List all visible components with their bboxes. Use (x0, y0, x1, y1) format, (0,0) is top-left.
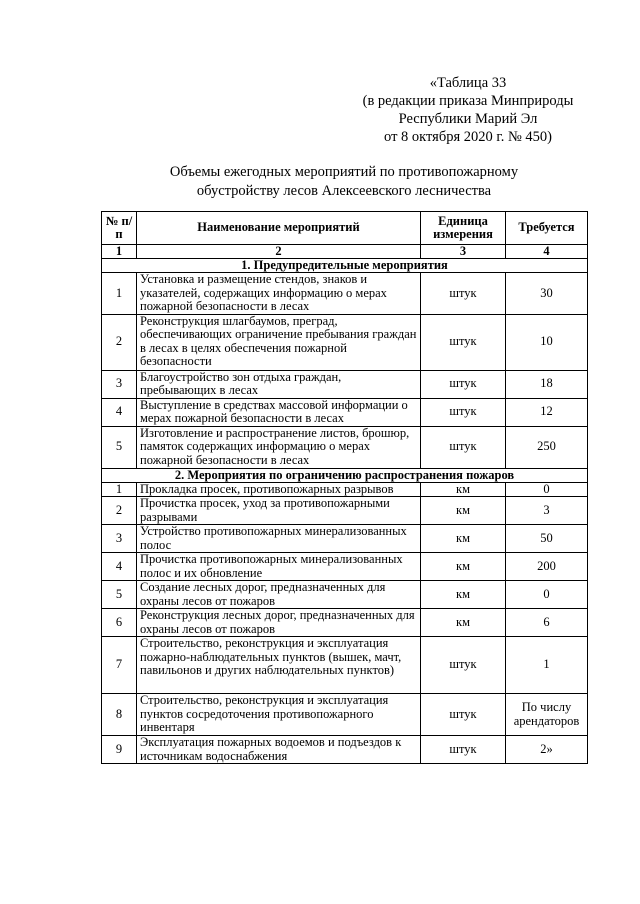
measure-name: Реконструкция шлагбаумов, преград, обеспечивающих ограничение пребывания граждан в лесах в целях обеспечения пожарной безопасности (137, 314, 421, 370)
header-row (102, 212, 588, 245)
required-cell: 50 (506, 525, 588, 553)
row-number: 1 (102, 273, 137, 315)
row-number: 4 (102, 398, 137, 426)
row-number: 4 (102, 553, 137, 581)
required-cell: 1 (506, 637, 588, 694)
row-number: 3 (102, 370, 137, 398)
required-cell: 6 (506, 609, 588, 637)
note-line-4: от 8 октября 2020 г. № 450) (384, 129, 552, 145)
column-index-row (102, 245, 588, 259)
index-cell: 3 (421, 245, 506, 259)
required-cell: 250 (506, 426, 588, 468)
unit-cell: штук (421, 273, 506, 315)
table-row (102, 482, 588, 497)
unit-cell: км (421, 553, 506, 581)
table-row (102, 314, 588, 370)
unit-cell: штук (421, 314, 506, 370)
unit-cell: штук (421, 637, 506, 694)
required-cell: 12 (506, 398, 588, 426)
measure-name: Изготовление и распространение листов, брошюр, памяток содержащих информацию о мерах пожарной безопасности в лесах (137, 426, 421, 468)
row-number: 1 (102, 482, 137, 497)
measure-name: Эксплуатация пожарных водоемов и подъездов к источникам водоснабжения (137, 736, 421, 764)
section-title: 2. Мероприятия по ограничению распространения пожаров (102, 468, 588, 482)
row-number: 7 (102, 637, 137, 694)
required-cell: 30 (506, 273, 588, 315)
section-heading (102, 468, 588, 482)
required-cell: 2» (506, 736, 588, 764)
unit-cell: штук (421, 694, 506, 736)
table-row (102, 581, 588, 609)
title-line-2: обустройству лесов Алексеевского лесничества (196, 183, 492, 199)
measure-name: Прокладка просек, противопожарных разрывов (137, 482, 421, 497)
row-number: 5 (102, 426, 137, 468)
row-number: 6 (102, 609, 137, 637)
measure-name: Строительство, реконструкция и эксплуатация пунктов сосредоточения противопожарного инвентаря (137, 694, 421, 736)
section-heading (102, 259, 588, 273)
required-cell: 0 (506, 581, 588, 609)
measure-name: Прочистка противопожарных минерализованных полос и их обновление (137, 553, 421, 581)
index-cell: 1 (102, 245, 137, 259)
required-cell: 18 (506, 370, 588, 398)
unit-cell: штук (421, 398, 506, 426)
unit-cell: км (421, 581, 506, 609)
measure-name: Строительство, реконструкция и эксплуатация пожарно-наблюдательных пунктов (вышек, мачт, павильонов и других наблюдательных пунктов) (137, 637, 421, 694)
row-number: 9 (102, 736, 137, 764)
header-name: Наименование мероприятий (137, 212, 421, 245)
unit-cell: штук (421, 370, 506, 398)
measures-table (101, 211, 588, 764)
measure-name: Установка и размещение стендов, знаков и указателей, содержащих информацию о мерах пожарной безопасности в лесах (137, 273, 421, 315)
unit-cell: штук (421, 426, 506, 468)
table-row (102, 273, 588, 315)
header-unit: Единица измерения (421, 212, 506, 245)
required-cell: 0 (506, 482, 588, 497)
table-row (102, 398, 588, 426)
table-row (102, 370, 588, 398)
required-cell: По числу арендаторов (506, 694, 588, 736)
required-cell: 200 (506, 553, 588, 581)
note-line-2: (в редакции приказа Минприроды (362, 93, 574, 109)
required-cell: 10 (506, 314, 588, 370)
table-row (102, 609, 588, 637)
document-title (100, 163, 588, 201)
measure-name: Прочистка просек, уход за противопожарными разрывами (137, 497, 421, 525)
header-num: № п/п (102, 212, 137, 245)
row-number: 2 (102, 314, 137, 370)
unit-cell: км (421, 497, 506, 525)
note-line-3: Республики Марий Эл (398, 111, 538, 127)
row-number: 3 (102, 525, 137, 553)
table-row (102, 637, 588, 694)
table-reference-note (300, 74, 636, 146)
row-number: 8 (102, 694, 137, 736)
note-line-1: «Таблица 33 (429, 75, 507, 91)
table-row (102, 525, 588, 553)
unit-cell: км (421, 482, 506, 497)
index-cell: 2 (137, 245, 421, 259)
table-row (102, 497, 588, 525)
measure-name: Устройство противопожарных минерализованных полос (137, 525, 421, 553)
section-title: 1. Предупредительные мероприятия (102, 259, 588, 273)
unit-cell: км (421, 525, 506, 553)
row-number: 2 (102, 497, 137, 525)
table-row (102, 426, 588, 468)
table-row (102, 694, 588, 736)
required-cell: 3 (506, 497, 588, 525)
row-number: 5 (102, 581, 137, 609)
measure-name: Реконструкция лесных дорог, предназначенных для охраны лесов от пожаров (137, 609, 421, 637)
title-line-1: Объемы ежегодных мероприятий по противопожарному (169, 164, 519, 180)
table-row (102, 553, 588, 581)
measure-name: Выступление в средствах массовой информации о мерах пожарной безопасности в лесах (137, 398, 421, 426)
unit-cell: штук (421, 736, 506, 764)
header-required: Требуется (506, 212, 588, 245)
index-cell: 4 (506, 245, 588, 259)
table-row (102, 736, 588, 764)
unit-cell: км (421, 609, 506, 637)
measure-name: Благоустройство зон отдыха граждан, пребывающих в лесах (137, 370, 421, 398)
measure-name: Создание лесных дорог, предназначенных для охраны лесов от пожаров (137, 581, 421, 609)
